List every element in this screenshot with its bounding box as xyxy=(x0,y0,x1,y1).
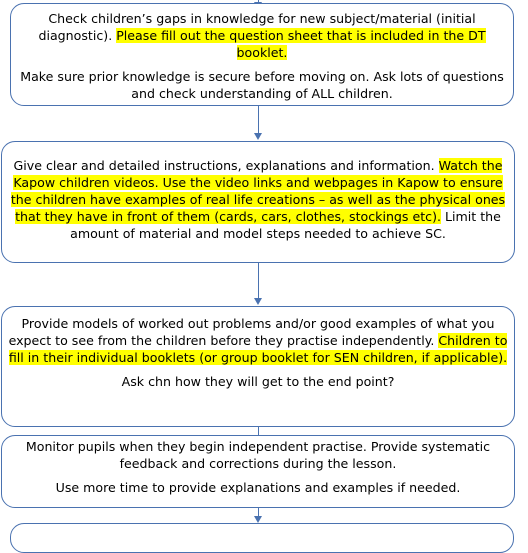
connector-2-3 xyxy=(258,263,259,299)
step-box-next-partial xyxy=(10,523,514,553)
connector-1-2 xyxy=(258,106,259,134)
highlighted-text: Please fill out the question sheet that is included in the DT booklet. xyxy=(116,28,486,60)
body-text: Make sure prior knowledge is secure before moving on. Ask lots of questions and check understanding of ALL children. xyxy=(20,69,504,101)
step-box-diagnostic xyxy=(10,3,514,106)
body-text: Monitor pupils when they begin independent practise. Provide systematic feedback and corrections during the lesson. xyxy=(25,439,491,471)
step-3-paragraph-2 xyxy=(8,373,508,390)
body-text: Ask chn how they will get to the end point? xyxy=(121,374,395,389)
body-text: Provide models of worked out problems and/or good examples of what you expect to see from the children before they practise independently. xyxy=(8,316,495,348)
step-2-paragraph-1 xyxy=(8,157,508,242)
step-box-instructions xyxy=(1,141,515,263)
step-1-paragraph-1 xyxy=(17,10,507,61)
arrowhead-2-3 xyxy=(254,298,262,305)
body-text: Give clear and detailed instructions, explanations and information. xyxy=(13,158,439,173)
body-text: Limit the amount of material and model steps needed to achieve SC. xyxy=(70,209,501,241)
body-text: Check children’s gaps in knowledge for new subject/material (initial diagnostic). xyxy=(38,11,476,43)
arrowhead-1-2 xyxy=(254,133,262,140)
step-4-paragraph-2 xyxy=(8,479,508,496)
step-box-monitor xyxy=(1,435,515,508)
step-4-paragraph-1 xyxy=(8,438,508,472)
step-1-paragraph-2 xyxy=(17,68,507,102)
body-text: Use more time to provide explanations and examples if needed. xyxy=(55,480,461,495)
highlighted-text: Watch the Kapow children videos. Use the video links and webpages in Kapow to ensure the children have examples of real life creations – as well as the physical ones that they have in front of them (cards, cars, clothes, stockings etc). xyxy=(10,158,506,224)
arrowhead-4-next xyxy=(254,516,262,523)
highlighted-text: Children to fill in their individual booklets (or group booklet for SEN children, if applicable). xyxy=(8,333,508,365)
step-box-models xyxy=(1,306,515,427)
step-3-paragraph-1 xyxy=(8,315,508,366)
